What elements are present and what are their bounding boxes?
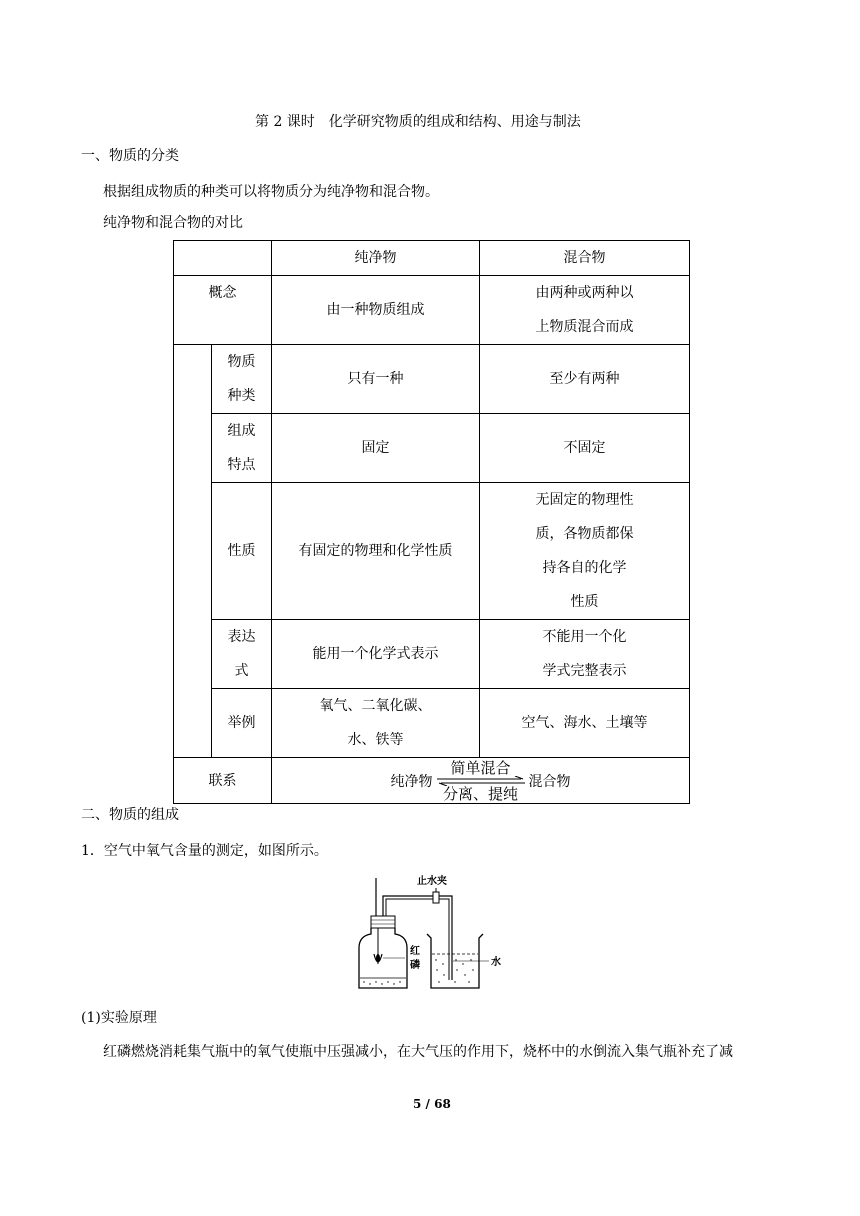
grouping-blank-cell	[174, 345, 212, 758]
comparison-table	[173, 240, 690, 804]
table-row-relation	[174, 758, 690, 804]
table-row-concept	[174, 276, 690, 345]
row-label-concept: 概念	[174, 276, 272, 345]
table-row	[174, 620, 690, 689]
relation-forward-label: 简单混合	[450, 758, 511, 777]
water-clamp-icon	[433, 888, 439, 903]
cell-pure: 氧气、二氧化碳、 水、铁等	[272, 689, 480, 758]
table-caption: 纯净物和混合物的对比	[103, 215, 243, 231]
cell-pure-concept: 由一种物质组成	[272, 276, 480, 345]
page-number: 5 / 68	[413, 1097, 451, 1111]
relation-backward-label: 分离、提纯	[442, 784, 518, 803]
cell-pure: 固定	[272, 414, 480, 483]
row-label: 举例	[212, 689, 272, 758]
table-row	[174, 414, 690, 483]
phosphorus-label: 磷	[410, 960, 420, 971]
relation-arrows	[435, 760, 527, 802]
table-row	[174, 689, 690, 758]
experiment-figure	[355, 872, 515, 994]
cell-pure: 只有一种	[272, 345, 480, 414]
cell-mixed-concept: 由两种或两种以 上物质混合而成	[480, 276, 690, 345]
cell-pure: 有固定的物理和化学性质	[272, 483, 480, 620]
cell-mixed: 至少有两种	[480, 345, 690, 414]
phosphorus-label: 红	[410, 946, 420, 957]
intro-paragraph: 根据组成物质的种类可以将物质分为纯净物和混合物。	[103, 184, 439, 200]
cell-pure: 能用一个化学式表示	[272, 620, 480, 689]
double-arrow-icon	[435, 776, 527, 786]
table-row	[174, 345, 690, 414]
relation-right: 混合物	[528, 773, 571, 790]
relation-left: 纯净物	[390, 773, 433, 790]
section-heading-composition: 二、物质的组成	[81, 807, 179, 823]
cell-mixed: 无固定的物理性 质，各物质都保 持各自的化学 性质	[480, 483, 690, 620]
water-label: 水	[491, 957, 501, 968]
section-heading-classification: 一、物质的分类	[81, 148, 179, 164]
table-row	[174, 483, 690, 620]
principle-paragraph: 红磷燃烧消耗集气瓶中的氧气使瓶中压强减小，在大气压的作用下，烧杯中的水倒流入集气瓶补充了减	[103, 1044, 733, 1060]
row-label-relation: 联系	[174, 758, 272, 804]
relation-cell	[272, 758, 690, 804]
row-label: 物质 种类	[212, 345, 272, 414]
header-pure: 纯净物	[272, 241, 480, 276]
clip-label: 止水夹	[417, 876, 447, 887]
page-title: 第 2 课时 化学研究物质的组成和结构、用途与制法	[255, 114, 581, 130]
cell-mixed: 空气、海水、土壤等	[480, 689, 690, 758]
item-oxygen-measurement: 1．空气中氧气含量的测定，如图所示。	[81, 843, 328, 859]
cell-mixed: 不能用一个化 学式完整表示	[480, 620, 690, 689]
row-label: 性质	[212, 483, 272, 620]
row-label: 组成 特点	[212, 414, 272, 483]
header-blank-cell	[174, 241, 272, 276]
row-label: 表达 式	[212, 620, 272, 689]
cell-mixed: 不固定	[480, 414, 690, 483]
header-mixed: 混合物	[480, 241, 690, 276]
table-header-row	[174, 241, 690, 276]
subheading-principle: (1)实验原理	[81, 1010, 157, 1026]
